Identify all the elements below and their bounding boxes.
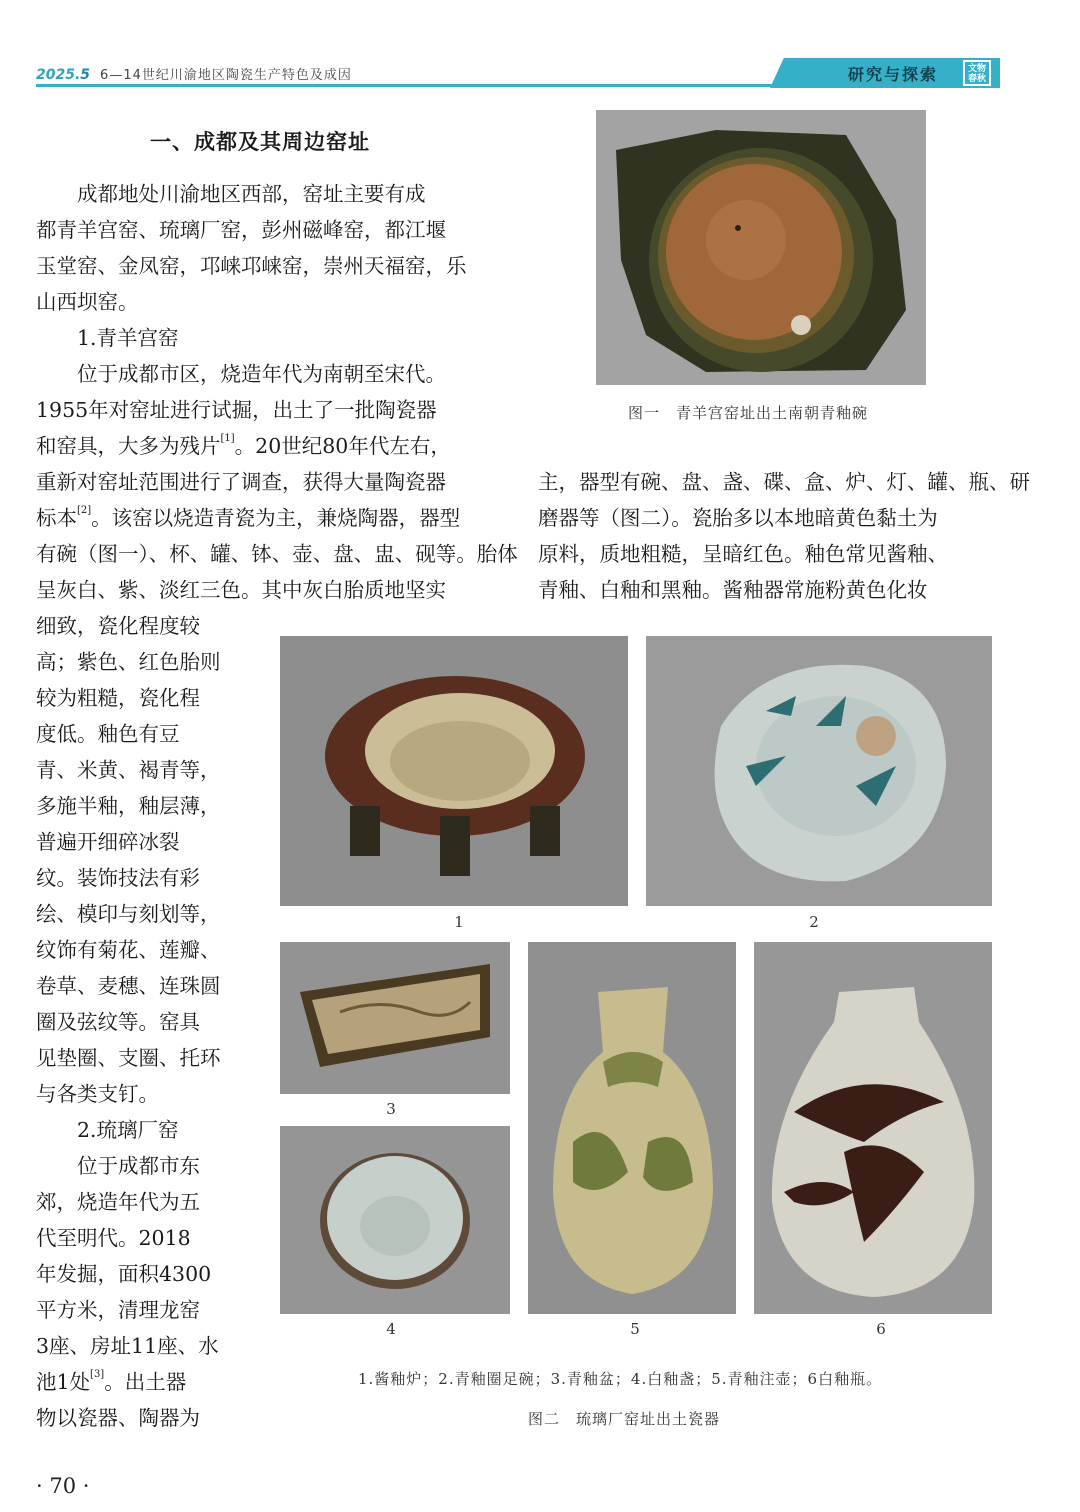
body-line: 纹饰有菊花、莲瓣、 — [36, 938, 221, 962]
article-title: 6—14世纪川渝地区陶瓷生产特色及成因 — [100, 68, 352, 83]
body-line: 重新对窑址范围进行了调查，获得大量陶瓷器 — [36, 470, 446, 494]
figure-1-photo — [596, 110, 926, 385]
body-line: 年发掘，面积4300 — [36, 1262, 212, 1286]
body-line: 纹。装饰技法有彩 — [36, 866, 200, 890]
running-header — [36, 64, 352, 83]
body-line: 山西坝窑。 — [36, 290, 139, 314]
body-line: 见垫圈、支圈、托环 — [36, 1046, 221, 1070]
body-line: 有碗（图一）、杯、罐、钵、壶、盘、盅、砚等。胎体 — [36, 542, 518, 566]
figure-number: 4 — [386, 1320, 396, 1338]
body-line: 池1处[3]。出土器 — [36, 1369, 187, 1394]
journal-logo: 文物 春秋 — [963, 60, 991, 86]
section-heading: 一、成都及其周边窑址 — [150, 130, 370, 154]
page-number: · 70 · — [36, 1474, 90, 1498]
figure-2-photo-2 — [646, 636, 992, 906]
body-line: 绘、模印与刻划等， — [36, 902, 221, 926]
body-line: 物以瓷器、陶器为 — [36, 1406, 200, 1430]
ewer-image — [528, 942, 736, 1314]
body-line: 卷草、麦穗、连珠圆 — [36, 974, 221, 998]
body-line: 主，器型有碗、盘、盏、碟、盒、炉、灯、罐、瓶、研 — [538, 470, 1030, 494]
reference-mark: [1] — [220, 433, 235, 444]
plate-image — [646, 636, 992, 906]
figure-2-photo-4 — [280, 1126, 510, 1314]
body-line: 位于成都市东 — [36, 1154, 200, 1178]
figure-2-caption: 图二 琉璃厂窑址出土瓷器 — [528, 1410, 721, 1428]
body-line: 代至明代。2018 — [36, 1226, 191, 1250]
header-rule — [36, 84, 806, 87]
vase-image — [754, 942, 992, 1314]
body-line: 平方米，清理龙窑 — [36, 1298, 200, 1322]
issue-number: 2025.5 — [36, 67, 91, 83]
figure-number: 1 — [454, 913, 464, 931]
figure-2-photo-1 — [280, 636, 628, 906]
body-line: 细致，瓷化程度较 — [36, 614, 200, 638]
body-line: 和窑具，大多为残片[1]。20世纪80年代左右， — [36, 433, 451, 458]
body-line: 呈灰白、紫、淡红三色。其中灰白胎质地坚实 — [36, 578, 446, 602]
body-line: 较为粗糙，瓷化程 — [36, 686, 200, 710]
reference-mark: [3] — [90, 1369, 105, 1380]
figure-number: 3 — [386, 1100, 396, 1118]
figure-2-legend: 1.酱釉炉；2.青釉圈足碗；3.青釉盆；4.白釉盏；5.青釉注壶；6白釉瓶。 — [358, 1370, 883, 1388]
subheading: 1.青羊宫窑 — [36, 326, 179, 350]
figure-2-photo-6 — [754, 942, 992, 1314]
body-line: 磨器等（图二）。瓷胎多以本地暗黄色黏土为 — [538, 506, 938, 530]
basin-image — [280, 942, 510, 1094]
figure-1-caption: 图一 青羊宫窑址出土南朝青釉碗 — [628, 404, 869, 422]
figure-number: 6 — [876, 1320, 886, 1338]
subheading: 2.琉璃厂窑 — [36, 1118, 179, 1142]
body-line: 原料，质地粗糙，呈暗红色。釉色常见酱釉、 — [538, 542, 948, 566]
figure-number: 2 — [809, 913, 819, 931]
figure-2-photo-3 — [280, 942, 510, 1094]
bowl-image — [596, 110, 926, 385]
body-line: 位于成都市区，烧造年代为南朝至宋代。 — [36, 362, 446, 386]
body-line: 成都地处川渝地区西部，窑址主要有成 — [36, 182, 426, 206]
body-line: 3座、房址11座、水 — [36, 1334, 219, 1358]
body-line: 高；紫色、红色胎则 — [36, 650, 221, 674]
section-label: 研究与探索 — [848, 65, 939, 84]
figure-number: 5 — [630, 1320, 640, 1338]
body-line: 青釉、白釉和黑釉。酱釉器常施粉黄色化妆 — [538, 578, 928, 602]
body-line: 多施半釉，釉层薄， — [36, 794, 221, 818]
body-line: 郊，烧造年代为五 — [36, 1190, 200, 1214]
body-line: 1955年对窑址进行试掘，出土了一批陶瓷器 — [36, 398, 437, 422]
cup-image — [280, 1126, 510, 1314]
body-line: 标本[2]。该窑以烧造青瓷为主，兼烧陶器，器型 — [36, 505, 461, 530]
body-line: 度低。釉色有豆 — [36, 722, 180, 746]
body-line: 圈及弦纹等。窑具 — [36, 1010, 200, 1034]
body-line: 青、米黄、褐青等， — [36, 758, 221, 782]
body-line: 普遍开细碎冰裂 — [36, 830, 180, 854]
body-line: 与各类支钉。 — [36, 1082, 159, 1106]
censer-image — [280, 636, 628, 906]
reference-mark: [2] — [77, 505, 92, 516]
body-line: 玉堂窑、金凤窑，邛崃邛崃窑，崇州天福窑，乐 — [36, 254, 467, 278]
body-line: 都青羊宫窑、琉璃厂窑，彭州磁峰窑，都江堰 — [36, 218, 446, 242]
figure-2-photo-5 — [528, 942, 736, 1314]
